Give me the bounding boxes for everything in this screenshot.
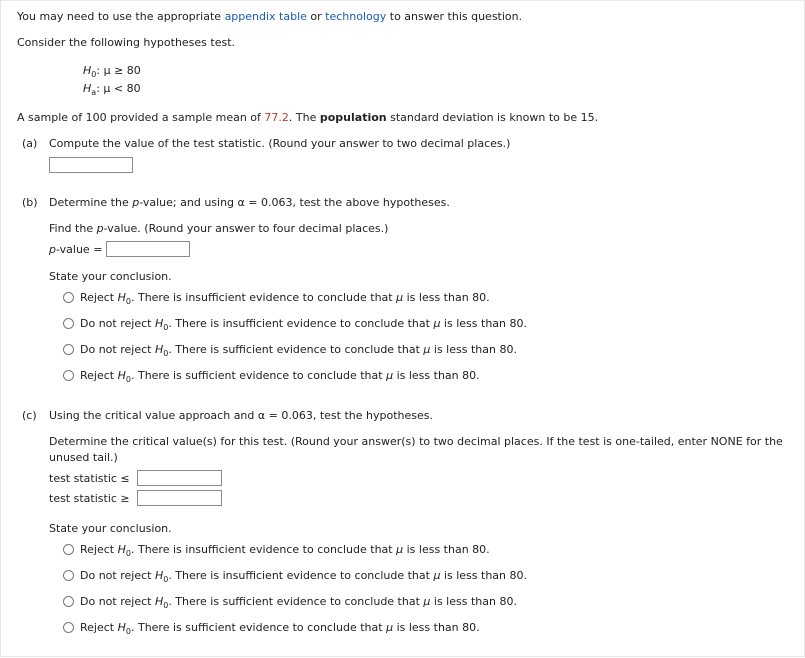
radio-button[interactable] <box>63 292 74 303</box>
ts-le-label: test statistic ≤ <box>49 472 130 485</box>
option-rest-b: is less than 80. <box>403 543 490 556</box>
intro-middle: or <box>306 10 326 23</box>
option-sub: 0 <box>125 375 131 384</box>
option-mu: μ <box>433 317 441 330</box>
option-mu: μ <box>433 569 441 582</box>
option-rest-a: . There is insufficient evidence to conclude that <box>168 569 434 582</box>
part-b-q-suffix: , test the above hypotheses. <box>292 196 450 209</box>
option-mu: μ <box>396 291 404 304</box>
option-mu: μ <box>423 595 431 608</box>
find-prefix: Find the <box>49 222 97 235</box>
technology-link[interactable]: technology <box>325 10 387 23</box>
option-sub: 0 <box>163 575 169 584</box>
option-text <box>80 317 527 331</box>
intro-prefix: You may need to use the appropriate <box>17 10 225 23</box>
pvalue-p: p <box>49 243 56 256</box>
h0-symbol: H <box>83 64 92 77</box>
option-sub: 0 <box>125 297 131 306</box>
option-h: H <box>117 543 126 556</box>
option-rest-b: is less than 80. <box>430 343 517 356</box>
part-c-q-suffix: , test the hypotheses. <box>312 409 433 422</box>
option-rest-a: . There is sufficient evidence to conclude that <box>130 369 387 382</box>
radio-button[interactable] <box>63 318 74 329</box>
radio-button[interactable] <box>63 596 74 607</box>
option-text <box>80 369 480 383</box>
radio-button[interactable] <box>63 544 74 555</box>
option-h: H <box>117 369 126 382</box>
find-pvalue-text <box>49 222 388 236</box>
part-b-q-prefix: Determine the <box>49 196 133 209</box>
appendix-table-link[interactable]: appendix table <box>224 10 307 23</box>
radio-button[interactable] <box>63 370 74 381</box>
option-h: H <box>117 291 126 304</box>
option-sub: 0 <box>125 627 131 636</box>
sample-mid: . The <box>288 111 320 124</box>
option-h: H <box>154 343 164 356</box>
option-verb: Reject <box>80 621 118 634</box>
option-rest-b: is less than 80. <box>403 291 490 304</box>
part-c-question <box>49 409 433 423</box>
part-b-alpha: α = 0.063 <box>237 196 293 209</box>
option-mu: μ <box>396 543 404 556</box>
option-text <box>80 569 527 583</box>
critical-value-lower-input[interactable] <box>137 470 222 486</box>
pvalue-label <box>49 243 102 257</box>
sample-mean-value: 77.2 <box>264 111 289 124</box>
option-rest-a: . There is insufficient evidence to conclude that <box>130 291 397 304</box>
sample-suffix: standard deviation is known to be 15. <box>386 111 599 124</box>
part-b-q-p: p <box>132 196 140 209</box>
find-suffix: -value. (Round your answer to four decimal places.) <box>103 222 389 235</box>
part-b-question <box>49 196 450 210</box>
option-rest-b: is less than 80. <box>440 317 527 330</box>
option-rest-a: . There is sufficient evidence to conclude that <box>130 621 387 634</box>
option-mu: μ <box>386 369 394 382</box>
h0-expr: : μ ≥ 80 <box>96 64 141 77</box>
option-verb: Reject <box>80 369 118 382</box>
test-statistic-input[interactable] <box>49 157 133 173</box>
critical-value-upper-input[interactable] <box>137 490 222 506</box>
intro-text <box>17 10 522 24</box>
part-b-conclusion-label: State your conclusion. <box>49 270 172 283</box>
option-text <box>80 291 490 305</box>
option-sub: 0 <box>163 323 169 332</box>
ha-symbol: H <box>83 82 92 95</box>
option-rest-b: is less than 80. <box>430 595 517 608</box>
option-text <box>80 343 517 357</box>
h0-sub: 0 <box>91 70 97 79</box>
intro-suffix: to answer this question. <box>386 10 523 23</box>
option-verb: Reject <box>80 291 118 304</box>
ts-ge-label: test statistic ≥ <box>49 492 130 505</box>
option-h: H <box>117 621 126 634</box>
ha-sub: a <box>91 88 97 97</box>
part-c-q-prefix: Using the critical value approach and <box>49 409 258 422</box>
part-a-question: Compute the value of the test statistic. (Round your answer to two decimal places.) <box>49 137 511 150</box>
part-c-conclusion-label: State your conclusion. <box>49 522 172 535</box>
pvalue-input[interactable] <box>106 241 190 257</box>
option-h: H <box>154 569 164 582</box>
sample-text <box>17 111 598 125</box>
option-h: H <box>154 595 164 608</box>
option-text <box>80 621 480 635</box>
option-rest-a: . There is sufficient evidence to conclude that <box>168 595 424 608</box>
option-mu: μ <box>423 343 431 356</box>
option-verb: Do not reject <box>80 595 155 608</box>
part-c-alpha: α = 0.063 <box>257 409 313 422</box>
sample-prefix: A sample of 100 provided a sample mean of <box>17 111 265 124</box>
part-c-label: (c) <box>22 409 37 422</box>
pvalue-label-text: -value = <box>55 243 103 256</box>
option-verb: Reject <box>80 543 118 556</box>
radio-button[interactable] <box>63 344 74 355</box>
option-rest-b: is less than 80. <box>440 569 527 582</box>
null-hypothesis <box>83 64 141 78</box>
ha-expr: : μ < 80 <box>96 82 141 95</box>
option-mu: μ <box>386 621 394 634</box>
option-verb: Do not reject <box>80 569 155 582</box>
option-rest-b: is less than 80. <box>393 369 480 382</box>
part-b-q-mid: -value; and using <box>139 196 238 209</box>
radio-button[interactable] <box>63 570 74 581</box>
option-rest-a: . There is sufficient evidence to conclude that <box>168 343 424 356</box>
option-verb: Do not reject <box>80 317 155 330</box>
radio-button[interactable] <box>63 622 74 633</box>
option-rest-a: . There is insufficient evidence to conclude that <box>168 317 434 330</box>
option-text <box>80 543 490 557</box>
option-sub: 0 <box>163 601 169 610</box>
find-p: p <box>96 222 104 235</box>
part-a-label: (a) <box>22 137 38 150</box>
option-verb: Do not reject <box>80 343 155 356</box>
option-sub: 0 <box>125 549 131 558</box>
critical-instructions-2: unused tail.) <box>49 451 118 464</box>
option-text <box>80 595 517 609</box>
option-rest-b: is less than 80. <box>393 621 480 634</box>
critical-instructions-1: Determine the critical value(s) for this test. (Round your answer(s) to two decimal places. If the test is one-tailed, enter NONE for the <box>49 435 783 448</box>
alternative-hypothesis <box>83 82 141 96</box>
option-rest-a: . There is insufficient evidence to conclude that <box>130 543 397 556</box>
option-sub: 0 <box>163 349 169 358</box>
option-h: H <box>154 317 164 330</box>
consider-text: Consider the following hypotheses test. <box>17 36 236 49</box>
part-b-label: (b) <box>22 196 38 209</box>
sample-bold: population <box>319 111 387 124</box>
